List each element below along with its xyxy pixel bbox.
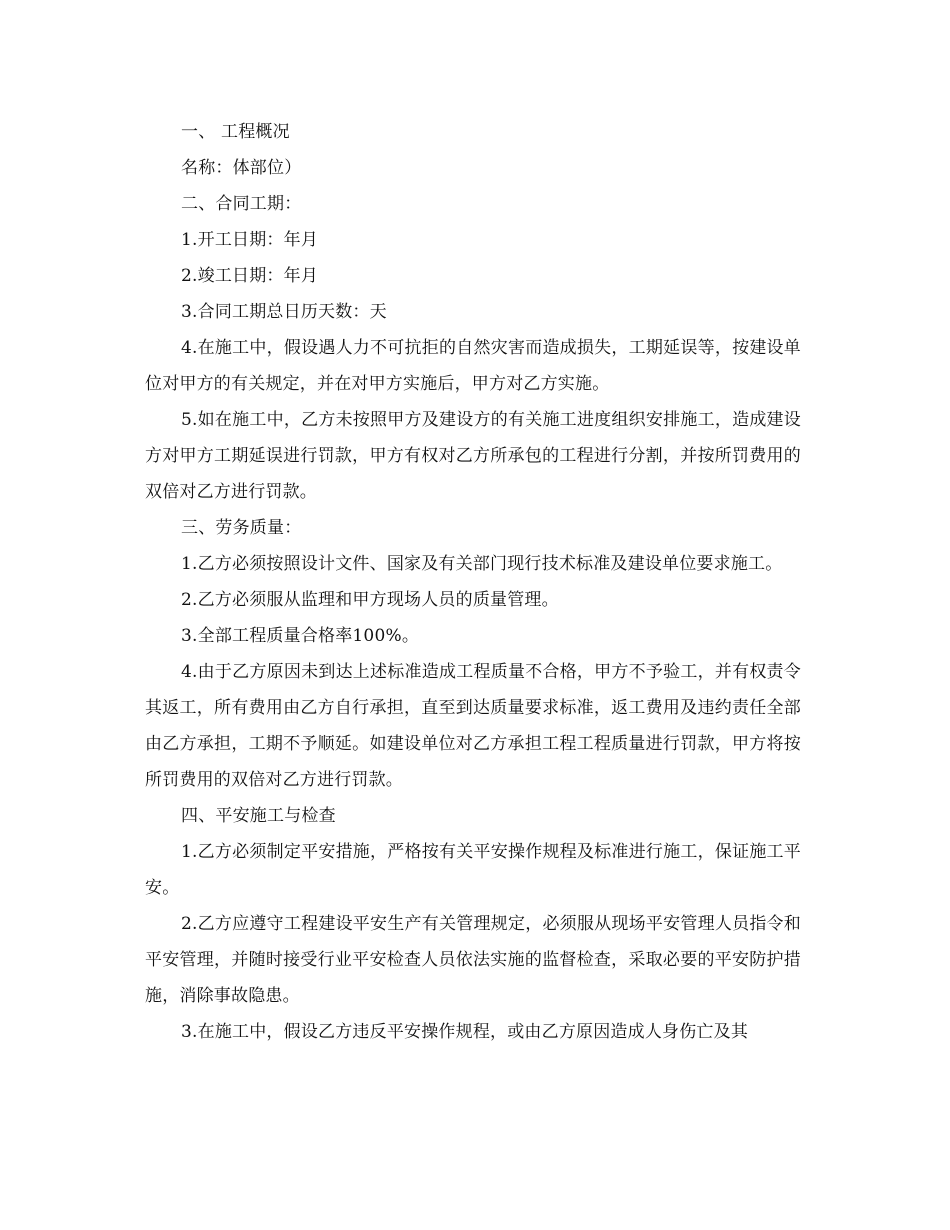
section-heading-labor-quality: 三、劳务质量： — [181, 518, 302, 538]
section-heading-contract-period: 二、合同工期： — [181, 194, 302, 214]
paragraph-delay-penalty: 5.如在施工中，乙方未按照甲方及建设方的有关施工进度组织安排施工，造成建设方对甲方工期延误进行罚款，甲方有权对乙方所承包的工程进行分割，并按所罚费用的双倍对乙方进行罚款。 — [145, 410, 801, 502]
section-heading-safety: 四、平安施工与检查 — [181, 806, 336, 826]
paragraph-completion-date: 2.竣工日期：年月 — [181, 266, 319, 286]
paragraph-safety-regulations: 2.乙方应遵守工程建设平安生产有关管理规定，必须服从现场平安管理人员指令和平安管理，并随时接受行业平安检查人员依法实施的监督检查，采取必要的平安防护措施，消除事故隐患。 — [145, 914, 801, 1006]
paragraph-pass-rate: 3.全部工程质量合格率100%。 — [181, 626, 420, 646]
paragraph-safety-measures: 1.乙方必须制定平安措施，严格按有关平安操作规程及标准进行施工，保证施工平安。 — [145, 842, 801, 898]
paragraph-start-date: 1.开工日期：年月 — [181, 230, 319, 250]
paragraph-quality-penalty: 4.由于乙方原因未到达上述标准造成工程质量不合格，甲方不予验工，并有权责令其返工，所有费用由乙方自行承担，直至到达质量要求标准，返工费用及违约责任全部由乙方承担，工期不予顺延。如建设单位对乙方承担工程工程质量进行罚款，甲方将按所罚费用的双倍对乙方进行罚款。 — [145, 662, 801, 790]
paragraph-name: 名称：体部位） — [181, 158, 302, 178]
paragraph-safety-violation: 3.在施工中，假设乙方违反平安操作规程，或由乙方原因造成人身伤亡及其 — [181, 1022, 749, 1042]
section-heading-project-overview: 一、 工程概况 — [181, 122, 290, 142]
paragraph-total-days: 3.合同工期总日历天数：天 — [181, 302, 387, 322]
paragraph-quality-management: 2.乙方必须服从监理和甲方现场人员的质量管理。 — [181, 590, 559, 610]
paragraph-force-majeure: 4.在施工中，假设遇人力不可抗拒的自然灾害而造成损失，工期延误等，按建设单位对甲方的有关规定，并在对甲方实施后，甲方对乙方实施。 — [145, 338, 801, 394]
paragraph-quality-standards: 1.乙方必须按照设计文件、国家及有关部门现行技术标准及建设单位要求施工。 — [181, 554, 783, 574]
document-body — [145, 114, 801, 1050]
